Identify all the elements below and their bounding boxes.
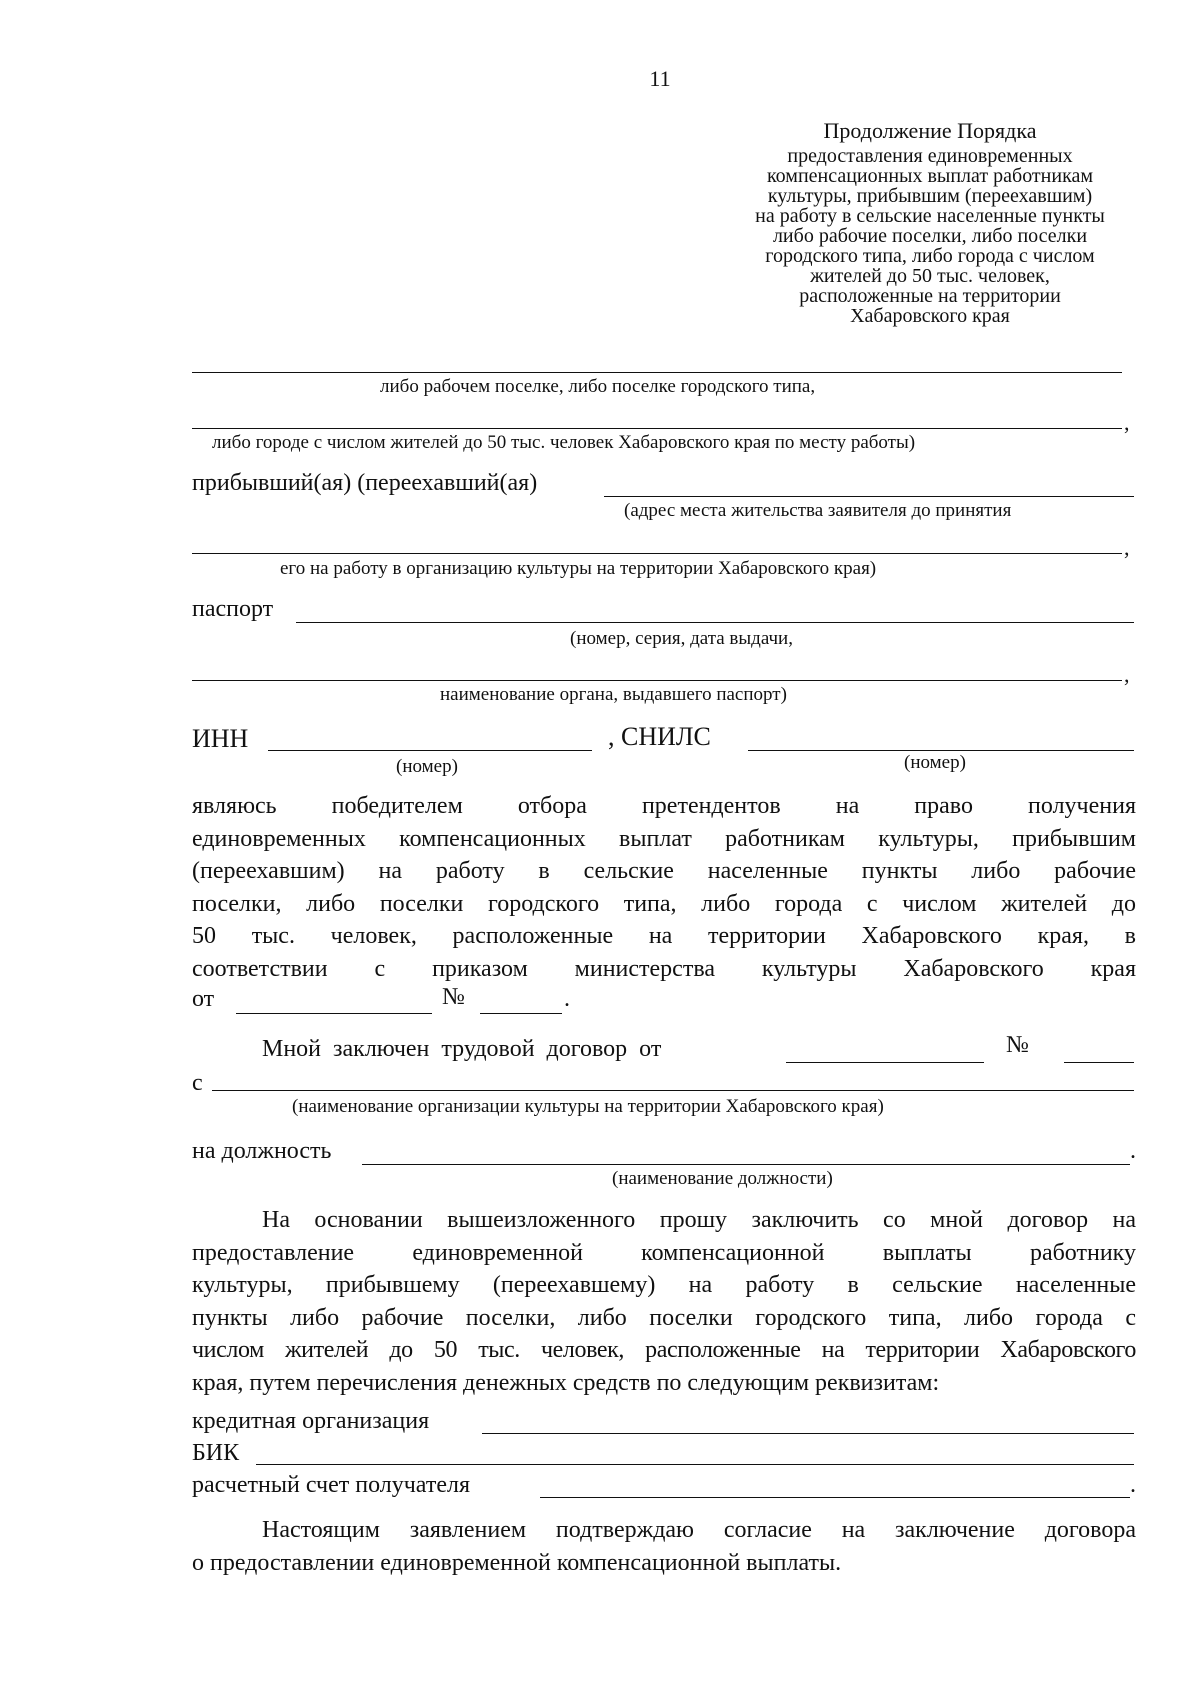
fill-line-passport-issuer[interactable] <box>192 680 1122 681</box>
fill-line-passport[interactable] <box>296 622 1134 623</box>
request-line: края, путем перечисления денежных средств по следующим реквизитам: <box>192 1369 940 1396</box>
header-line: Хабаровского края <box>850 305 1010 327</box>
position-label: на должность <box>192 1138 332 1164</box>
contract-number-field[interactable] <box>1064 1062 1134 1063</box>
account-label: расчетный счет получателя <box>192 1472 470 1498</box>
arrived-label: прибывший(ая) (переехавший(ая) <box>192 470 538 496</box>
fill-line-city[interactable] <box>192 428 1122 429</box>
header-title: Продолжение Порядка <box>823 118 1037 143</box>
contract-date-field[interactable] <box>786 1062 984 1063</box>
snils-field[interactable] <box>748 750 1134 751</box>
caption-passport-1: (номер, серия, дата выдачи, <box>570 628 793 649</box>
organization-field[interactable] <box>212 1090 1134 1091</box>
appendix-header <box>700 116 1160 326</box>
winner-line: соответствии с приказом министерства культуры Хабаровского края <box>192 955 1136 982</box>
caption-settlement: либо рабочем поселке, либо поселке городского типа, <box>380 376 816 397</box>
consent-line: о предоставлении единовременной компенсационной выплаты. <box>192 1549 842 1576</box>
consent-paragraph <box>192 1514 1136 1579</box>
request-line: На основании вышеизложенного прошу заключить со мной договор на <box>262 1207 1136 1233</box>
caption-city: либо городе с числом жителей до 50 тыс. человек Хабаровского края по месту работы) <box>212 432 916 453</box>
order-date-field[interactable] <box>236 1013 432 1014</box>
request-line: предоставление единовременной компенсационной выплаты работнику <box>192 1239 1136 1266</box>
with-label: с <box>192 1070 203 1096</box>
caption-position: (наименование должности) <box>612 1168 833 1189</box>
inn-field[interactable] <box>268 750 592 751</box>
winner-line: 50 тыс. человек, расположенные на территории Хабаровского края, в <box>192 923 1136 949</box>
header-line: расположенные на территории <box>799 285 1061 307</box>
bank-label: кредитная организация <box>192 1408 430 1434</box>
snils-label: , СНИЛС <box>608 722 711 751</box>
page-number: 11 <box>649 66 671 91</box>
period: . <box>1130 1138 1136 1164</box>
inn-label: ИНН <box>192 724 249 753</box>
request-line: культуры, прибывшему (переехавшему) на работу в сельские населенные <box>192 1272 1136 1298</box>
contract-no-label: № <box>1006 1032 1029 1058</box>
request-paragraph <box>192 1204 1136 1399</box>
winner-line: являюсь победителем отбора претендентов на право получения <box>192 793 1136 819</box>
winner-line: (переехавшим) на работу в сельские населенные пункты либо рабочие <box>192 858 1136 884</box>
period: . <box>564 986 570 1012</box>
period: . <box>1130 1472 1136 1498</box>
header-line: предоставления единовременных <box>787 145 1073 167</box>
caption-address-2: его на работу в организацию культуры на территории Хабаровского края) <box>280 558 877 579</box>
fill-line-address-cont[interactable] <box>192 553 1122 554</box>
order-from-label: от <box>192 986 215 1012</box>
request-line: числом жителей до 50 тыс. человек, расположенные на территории Хабаровского <box>192 1337 1136 1363</box>
caption-address-1: (адрес места жительства заявителя до принятия <box>624 500 1012 521</box>
bik-field[interactable] <box>256 1464 1134 1465</box>
comma: , <box>1124 535 1130 560</box>
winner-line: единовременных компенсационных выплат работникам культуры, прибывшим <box>192 825 1136 852</box>
fill-line-address[interactable] <box>604 496 1134 497</box>
header-line: на работу в сельские населенные пункты <box>755 205 1105 227</box>
bank-field[interactable] <box>482 1433 1134 1434</box>
caption-organization: (наименование организации культуры на территории Хабаровского края) <box>292 1096 884 1117</box>
header-line: жителей до 50 тыс. человек, <box>810 265 1050 287</box>
bik-label: БИК <box>192 1440 240 1466</box>
header-line: компенсационных выплат работникам <box>766 165 1094 187</box>
header-line: городского типа, либо города с числом <box>765 245 1095 267</box>
contract-text: Мной заключен трудовой договор от <box>262 1036 662 1062</box>
position-field[interactable] <box>362 1164 1130 1165</box>
header-line: культуры, прибывшим (переехавшим) <box>767 185 1093 207</box>
caption-passport-2: наименование органа, выдавшего паспорт) <box>440 684 787 705</box>
order-number-field[interactable] <box>480 1013 562 1014</box>
consent-line: Настоящим заявлением подтверждаю согласие на заключение договора <box>262 1517 1136 1543</box>
caption-number-inn: (номер) <box>396 756 458 777</box>
passport-label: паспорт <box>192 596 274 622</box>
winner-paragraph <box>192 790 1136 985</box>
comma: , <box>1124 662 1130 687</box>
order-no-label: № <box>442 984 465 1010</box>
fill-line-workplace[interactable] <box>192 372 1122 373</box>
request-line: пункты либо рабочие поселки, либо поселки городского типа, либо города с <box>192 1304 1136 1331</box>
header-line: либо рабочие поселки, либо поселки <box>772 225 1088 247</box>
caption-number-snils: (номер) <box>904 752 966 773</box>
winner-line: поселки, либо поселки городского типа, либо города с числом жителей до <box>192 890 1136 917</box>
account-field[interactable] <box>540 1497 1130 1498</box>
comma: , <box>1124 410 1130 435</box>
